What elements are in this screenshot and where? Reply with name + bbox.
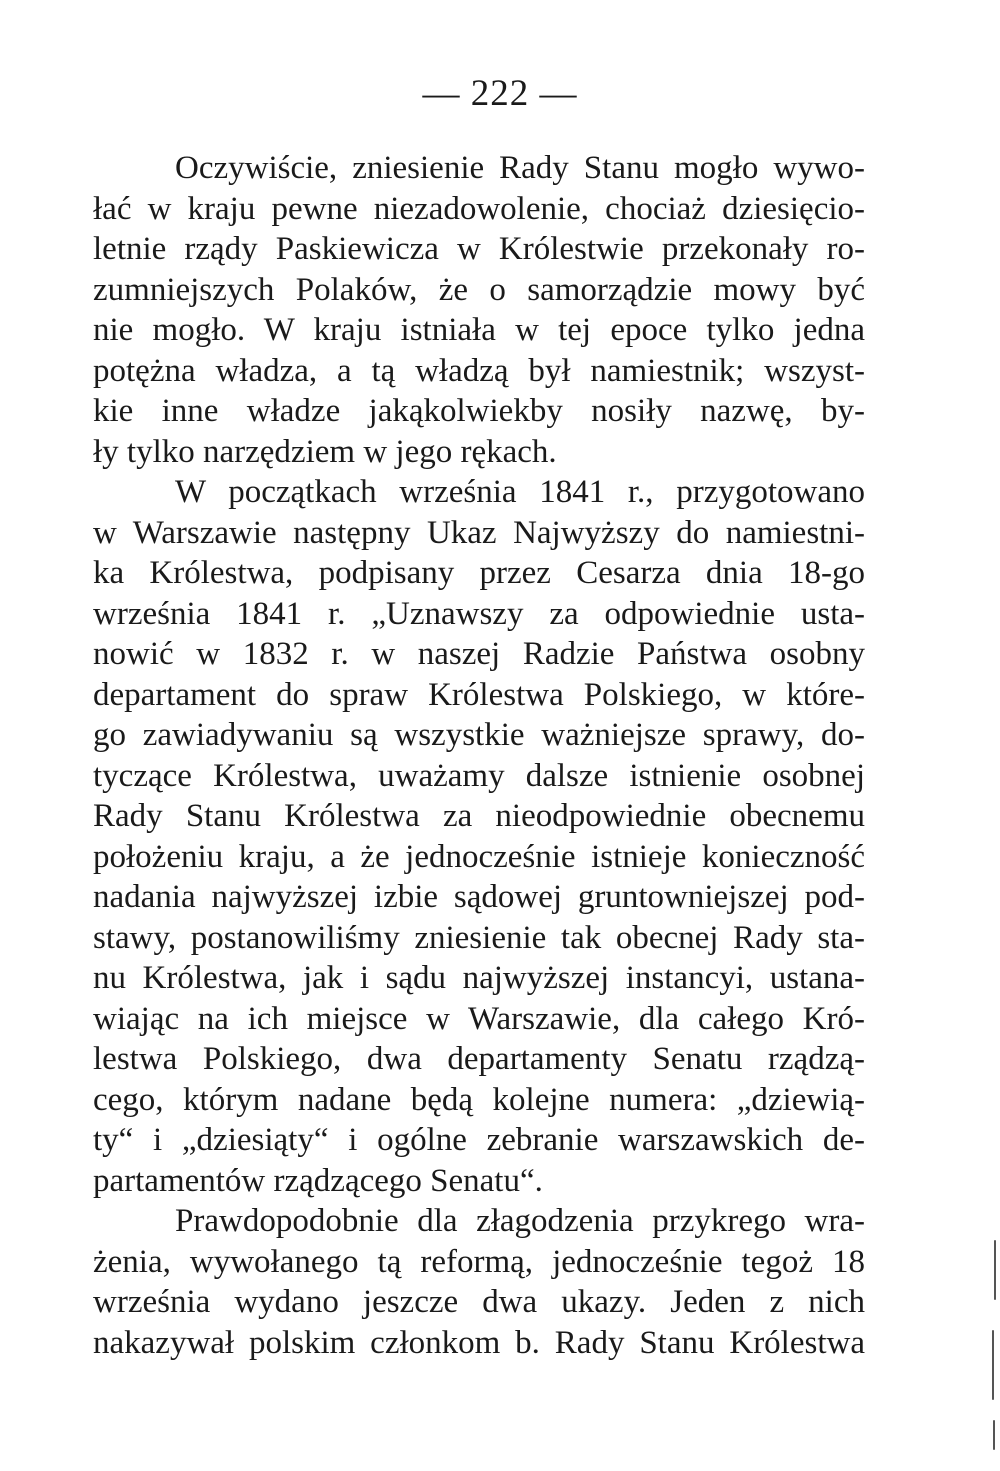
text-line: lestwa Polskiego, dwa departamenty Senatu rządzą-: [93, 1041, 865, 1077]
text-line: Prawdopodobnie dla złagodzenia przykrego wra-: [175, 1203, 865, 1239]
text-line: go zawiadywaniu są wszystkie ważniejsze sprawy, do-: [93, 717, 865, 753]
text-line: wiając na ich miejsce w Warszawie, dla całego Kró-: [93, 1000, 865, 1037]
scan-edge-mark: [992, 1330, 994, 1400]
text-line: ty“ i „dziesiąty“ i ogólne zebranie warszawskich de-: [93, 1122, 865, 1158]
scan-edge-mark: [993, 1420, 995, 1450]
text-line: W początkach września 1841 r., przygotowano: [175, 474, 865, 510]
text-line: nu Królestwa, jak i sądu najwyższej instancyi, ustana-: [93, 960, 865, 996]
text-line: żenia, wywołanego tą reformą, jednocześnie tegoż 18: [93, 1243, 865, 1280]
text-line: ka Królestwa, podpisany przez Cesarza dnia 18-go: [93, 555, 865, 591]
text-line: letnie rządy Paskiewicza w Królestwie przekonały ro-: [93, 231, 865, 267]
text-line: departament do spraw Królestwa Polskiego, w które-: [93, 676, 865, 713]
text-line: partamentów rządzącego Senatu“.: [93, 1162, 543, 1199]
text-line: Oczywiście, zniesienie Rady Stanu mogło wywo-: [175, 150, 865, 186]
scan-edge-mark: [994, 1240, 996, 1300]
text-line: zumniejszych Polaków, że o samorządzie mowy być: [93, 271, 865, 308]
text-line: nowić w 1832 r. w naszej Radzie Państwa osobny: [93, 636, 865, 672]
text-line: września wydano jeszcze dwa ukazy. Jeden z nich: [93, 1284, 865, 1320]
text-line: w Warszawie następny Ukaz Najwyższy do namiestni-: [93, 514, 865, 551]
text-line: nie mogło. W kraju istniała w tej epoce tylko jedna: [93, 312, 865, 348]
text-line: łać w kraju pewne niezadowolenie, chociaż dziesięcio-: [93, 190, 865, 227]
text-line: nakazywał polskim członkom b. Rady Stanu Królestwa: [93, 1324, 865, 1361]
text-line: Rady Stanu Królestwa za nieodpowiednie obecnemu: [93, 798, 865, 834]
text-line: położeniu kraju, a że jednocześnie istnieje konieczność: [93, 838, 865, 875]
text-line: tyczące Królestwa, uważamy dalsze istnienie osobnej: [93, 757, 865, 794]
text-line: września 1841 r. „Uznawszy za odpowiednie usta-: [93, 595, 865, 632]
text-line: stawy, postanowiliśmy zniesienie tak obecnej Rady sta-: [93, 919, 865, 956]
text-line: ły tylko narzędziem w jego rękach.: [93, 433, 557, 470]
text-line: potężna władza, a tą władzą był namiestnik; wszyst-: [93, 352, 865, 389]
text-line: kie inne władze jakąkolwiekby nosiły nazwę, by-: [93, 393, 865, 429]
text-line: nadania najwyższej izbie sądowej gruntowniejszej pod-: [93, 879, 865, 915]
body-text: [93, 148, 865, 1363]
page-number: — 222 —: [422, 73, 578, 114]
text-line: cego, którym nadane będą kolejne numera: „dziewią-: [93, 1081, 865, 1118]
